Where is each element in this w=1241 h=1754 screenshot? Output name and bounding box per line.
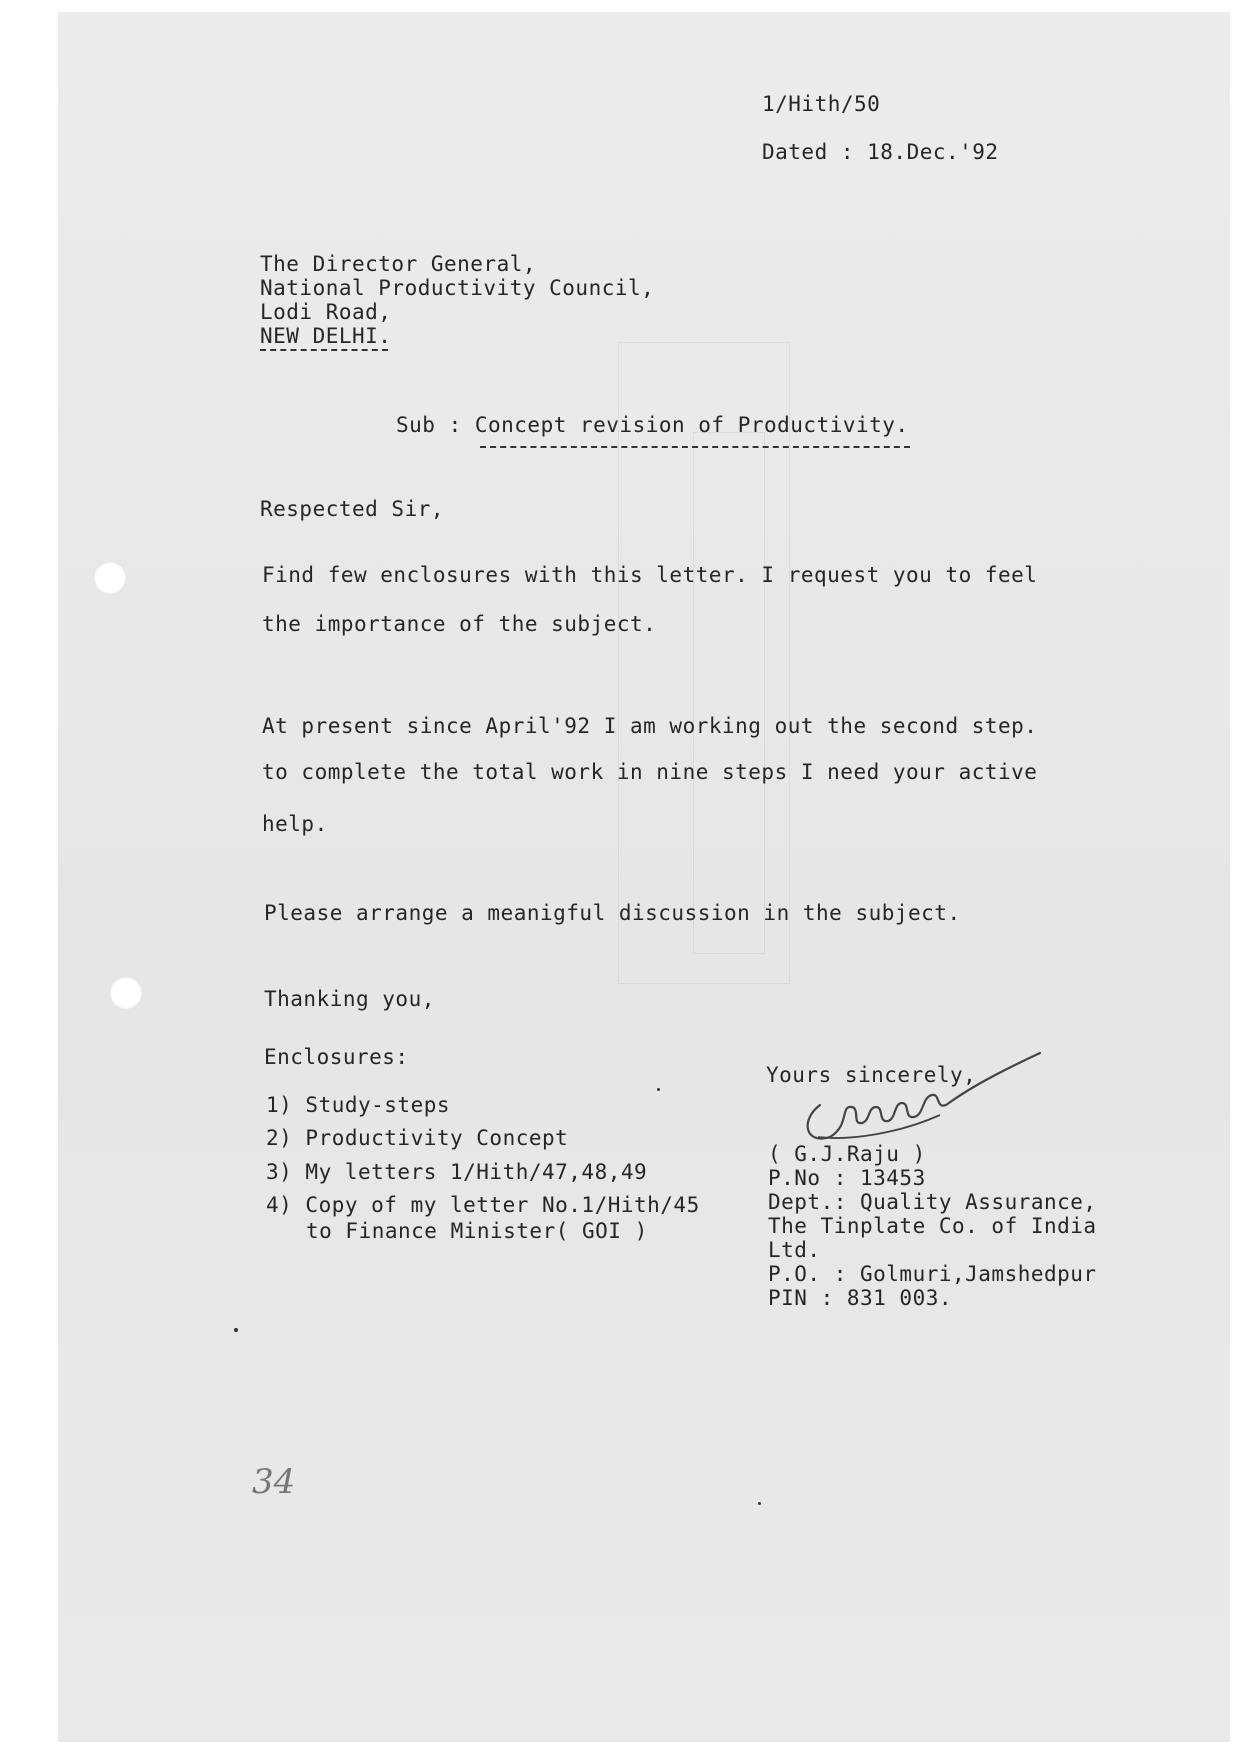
enclosure-item-4-continued: to Finance Minister( GOI ) [306,1219,648,1243]
enclosure-item-3: 3) My letters 1/Hith/47,48,49 [266,1160,648,1184]
body-para2-line2: to complete the total work in nine steps I need your active [262,760,1038,784]
post-office: P.O. : Golmuri,Jamshedpur [768,1262,1097,1286]
body-para1-line1: Find few enclosures with this letter. I request you to feel [262,563,1038,587]
pin-code: PIN : 831 003. [768,1286,953,1310]
enclosure-item-1: 1) Study-steps [266,1093,451,1117]
enclosures-heading: Enclosures: [264,1045,409,1069]
subject-underline [480,446,910,448]
department: Dept.: Quality Assurance, [768,1190,1097,1214]
personnel-number: P.No : 13453 [768,1166,926,1190]
signatory-name: ( G.J.Raju ) [768,1142,926,1166]
body-para3: Please arrange a meanigful discussion in the subject. [264,901,961,925]
salutation: Respected Sir, [260,497,445,521]
addressee-line-1: The Director General, [260,252,537,276]
letter-sheet [58,12,1230,1742]
company-line-2: Ltd. [768,1238,821,1262]
ink-speck [657,1088,660,1091]
punch-hole-bottom [109,976,143,1010]
punch-hole-top [93,561,127,595]
enclosure-item-4: 4) Copy of my letter No.1/Hith/45 [266,1193,700,1217]
date-line: Dated : 18.Dec.'92 [762,140,999,164]
ink-speck [234,1328,238,1332]
closing: Thanking you, [264,987,435,1011]
body-para2-line3: help. [262,812,328,836]
body-para1-line2: the importance of the subject. [262,612,657,636]
handwritten-signature [790,1045,1050,1155]
addressee-line-4: NEW DELHI. [260,324,392,348]
ink-speck [758,1502,761,1505]
body-para2-line1: At present since April'92 I am working out the second step. [262,714,1038,738]
enclosure-item-2: 2) Productivity Concept [266,1126,569,1150]
handwritten-page-number: 34 [252,1462,296,1502]
addressee-line-3: Lodi Road, [260,300,392,324]
subject-line: Sub : Concept revision of Productivity. [396,413,909,437]
faint-stamp-shadow-inner [693,432,765,954]
company-line-1: The Tinplate Co. of India [768,1214,1097,1238]
addressee-line-2: National Productivity Council, [260,276,655,300]
reference-number: 1/Hith/50 [762,92,881,116]
city-underline [260,349,388,351]
valediction: Yours sincerely, [766,1063,977,1087]
